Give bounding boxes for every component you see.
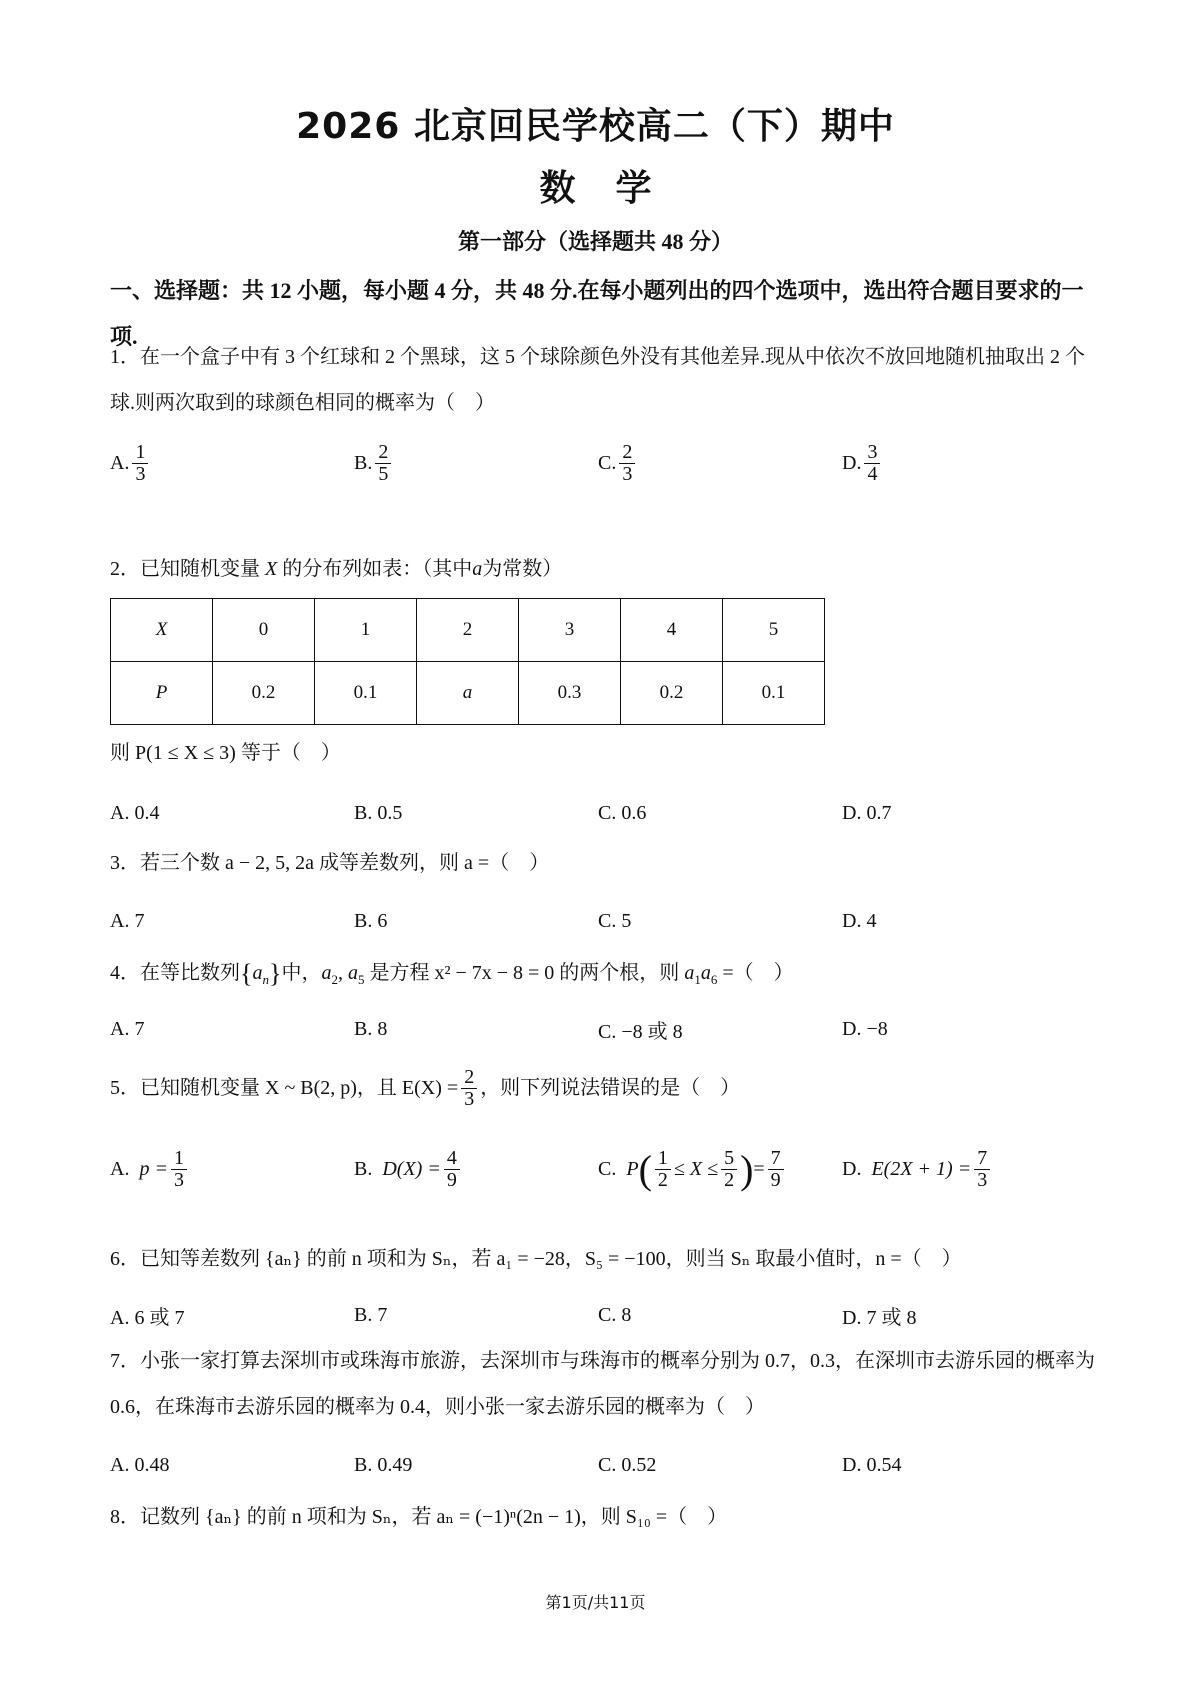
option-c: C. −8 或 8 [598,1020,683,1043]
option-b: B. $\frac{2}{5}$ [354,438,394,488]
question-7: 7．小张一家打算去深圳市或珠海市旅游，去深圳市与珠海市的概率分别为 0.7，0.3，在深圳市去游乐园的概率为 0.6，在珠海市去游乐园的概率为 0.4，则小张一家去游乐园的概率为（ ） [110,1350,1095,1418]
section-instructions: 一、选择题：共 12 小题，每小题 4 分，共 48 分.在每小题列出的四个选项中，选出符合题目要求的一项. [110,278,1084,349]
fraction: $\frac{2}{5}$ [375,442,391,485]
option-c: C. P ( $\frac{1}{2}$ ≤ X ≤ $\frac{5}{2}$ ) = $\frac{7}{9}$ [598,1138,787,1200]
question-3: 3．若三个数 a − 2, 5, 2a 成等差数列，则 a =（ ） [110,852,550,874]
option-a: A. 7 [110,1017,145,1040]
table-cell: 0.1 [723,662,825,725]
table-cell: 3 [519,599,621,662]
table-row [111,662,825,725]
exam-title: 2026 北京回民学校高二（下）期中 [296,106,895,147]
option-c: C. 5 [598,909,632,932]
fraction: $\frac{4}{9}$ [444,1148,460,1191]
table-cell: 1 [315,599,417,662]
option-a: A. p = $\frac{1}{3}$ [110,1138,190,1200]
fraction: $\frac{7}{9}$ [768,1148,784,1191]
table-cell: 4 [621,599,723,662]
question-8: 8．记数列 {aₙ} 的前 n 项和为 Sₙ，若 aₙ = (−1)ⁿ(2n − 1)，则 S₁₀ =（ ） [110,1506,728,1528]
question-3-options [110,896,1100,946]
fraction: $\frac{1}{2}$ [655,1148,671,1191]
option-b: B. 8 [354,1017,388,1040]
fraction: $\frac{2}{3}$ [619,442,635,485]
table-row [111,599,825,662]
option-d: D. 7 或 8 [842,1306,917,1329]
question-1: 1．在一个盒子中有 3 个红球和 2 个黑球，这 5 个球除颜色外没有其他差异.现从中依次不放回地随机抽取出 2 个球.则两次取到的球颜色相同的概率为（ ） [110,346,1085,414]
fraction: $\frac{1}{3}$ [171,1148,187,1191]
option-a: A. 0.4 [110,801,160,824]
question-2-intro: 2．已知随机变量 X 的分布列如表：（其中a为常数） [110,558,563,580]
table-cell: 0.1 [315,662,417,725]
option-b: B. 7 [354,1303,388,1326]
option-b: B. 0.5 [354,801,403,824]
option-b: B. D(X) = $\frac{4}{9}$ [354,1138,463,1200]
question-5: 5．已知随机变量 X ~ B(2, p)，且 E(X) = $\frac{2}{3}$ ，则下列说法错误的是（ ） [110,1065,741,1110]
option-d: D. 0.7 [842,801,892,824]
subject-title: 数学 [539,168,692,209]
option-b: B. 6 [354,909,388,932]
table-cell: 0.2 [621,662,723,725]
fraction: $\frac{1}{3}$ [132,442,148,485]
distribution-table [110,598,825,725]
question-2-ask: 则 P(1 ≤ X ≤ 3) 等于（ ） [110,742,341,764]
question-6-options [110,1290,1100,1340]
question-4-options [110,1004,1100,1054]
table-cell: X [111,599,213,662]
question-1-options [110,438,1100,488]
option-a: A. 0.48 [110,1453,170,1476]
fraction: $\frac{2}{3}$ [461,1067,477,1110]
table-cell: a [417,662,519,725]
option-c: C. 8 [598,1303,632,1326]
option-d: D. −8 [842,1017,888,1040]
question-2-options [110,788,1100,838]
table-cell: 0 [213,599,315,662]
fraction: $\frac{3}{4}$ [864,442,880,485]
table-cell: 2 [417,599,519,662]
option-a: A. $\frac{1}{3}$ [110,438,151,488]
option-a: A. 7 [110,909,145,932]
part-heading: 第一部分（选择题共 48 分） [457,229,733,254]
option-d: D. 4 [842,909,877,932]
option-d: D. $\frac{3}{4}$ [842,438,883,488]
fraction: $\frac{5}{2}$ [721,1148,737,1191]
fraction: $\frac{7}{3}$ [974,1148,990,1191]
question-6: 6．已知等差数列 {aₙ} 的前 n 项和为 Sₙ，若 a₁ = −28，S₅ = −100，则当 Sₙ 取最小值时，n =（ ） [110,1248,962,1270]
option-a: A. 6 或 7 [110,1306,185,1329]
question-5-options [110,1138,1100,1200]
option-b: B. 0.49 [354,1453,413,1476]
table-cell: P [111,662,213,725]
question-7-options [110,1440,1100,1490]
option-c: C. 0.52 [598,1453,657,1476]
table-cell: 5 [723,599,825,662]
option-d: D. 0.54 [842,1453,902,1476]
option-d: D. E(2X + 1) = $\frac{7}{3}$ [842,1138,993,1200]
table-cell: 0.3 [519,662,621,725]
page-number: 第1页/共11页 [545,1593,646,1612]
option-c: C. $\frac{2}{3}$ [598,438,638,488]
question-4: 4．在等比数列$\{a_n\}$中，$a_2$, $a_5$ 是方程 x² − 7x − 8 = 0 的两个根，则 $a_1a_6$ =（ ） [110,959,794,988]
table-cell: 0.2 [213,662,315,725]
option-c: C. 0.6 [598,801,647,824]
